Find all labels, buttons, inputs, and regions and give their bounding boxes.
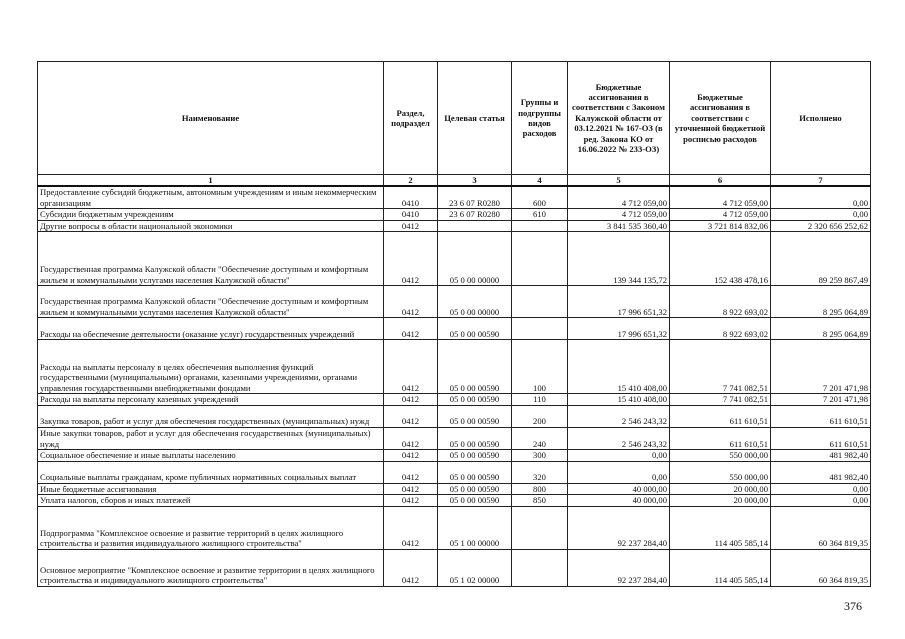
table-row	[38, 318, 871, 340]
row-name: Социальные выплаты гражданам, кроме публичных нормативных социальных выплат	[38, 461, 384, 483]
row-refined-budget: 152 438 478,16	[670, 232, 771, 286]
row-section: 0412	[384, 394, 438, 406]
row-name: Расходы на выплаты персоналу казенных учреждений	[38, 394, 384, 406]
row-group	[512, 549, 568, 586]
header-executed: Исполнено	[771, 62, 871, 175]
row-law-budget: 3 841 535 360,40	[568, 220, 670, 232]
row-executed: 7 201 471,98	[771, 340, 871, 394]
table-row	[38, 186, 871, 209]
table-row	[38, 405, 871, 427]
row-section: 0412	[384, 549, 438, 586]
row-group	[512, 318, 568, 340]
row-target: 05 0 00 00590	[438, 483, 512, 495]
row-section: 0412	[384, 318, 438, 340]
page-number: 376	[844, 599, 862, 613]
row-name: Государственная программа Калужской области "Обеспечение доступным и комфортным жильем и коммунальными услугами населения Калужской области"	[38, 286, 384, 318]
row-refined-budget: 20 000,00	[670, 495, 771, 507]
col-number: 1	[38, 175, 384, 187]
row-law-budget: 2 546 243,32	[568, 405, 670, 427]
row-section: 0412	[384, 232, 438, 286]
row-target: 05 0 00 00590	[438, 495, 512, 507]
row-name: Уплата налогов, сборов и иных платежей	[38, 495, 384, 507]
row-law-budget: 4 712 059,00	[568, 186, 670, 209]
row-target: 05 0 00 00000	[438, 232, 512, 286]
row-name: Предоставление субсидий бюджетным, автономным учреждениям и иным некоммерческим организациям	[38, 186, 384, 209]
row-section: 0412	[384, 286, 438, 318]
row-executed: 60 364 819,35	[771, 549, 871, 586]
row-executed: 0,00	[771, 483, 871, 495]
row-section: 0412	[384, 506, 438, 549]
row-law-budget: 4 712 059,00	[568, 209, 670, 221]
row-refined-budget: 114 405 585,14	[670, 506, 771, 549]
row-group	[512, 286, 568, 318]
row-target: 05 1 02 00000	[438, 549, 512, 586]
row-group	[512, 506, 568, 549]
table-row	[38, 495, 871, 507]
row-executed: 8 295 064,89	[771, 286, 871, 318]
row-section: 0412	[384, 405, 438, 427]
col-number: 3	[438, 175, 512, 187]
header-name: Наименование	[38, 62, 384, 175]
row-target: 05 1 00 00000	[438, 506, 512, 549]
table-row	[38, 220, 871, 232]
row-group: 800	[512, 483, 568, 495]
budget-table-sheet	[37, 61, 871, 587]
row-refined-budget: 7 741 082,51	[670, 394, 771, 406]
table-row	[38, 549, 871, 586]
row-refined-budget: 611 610,51	[670, 427, 771, 449]
row-executed: 0,00	[771, 495, 871, 507]
table-body	[38, 186, 871, 586]
row-law-budget: 15 410 408,00	[568, 394, 670, 406]
row-section: 0412	[384, 495, 438, 507]
row-section: 0412	[384, 450, 438, 462]
row-executed: 0,00	[771, 209, 871, 221]
row-group: 320	[512, 461, 568, 483]
row-name: Другие вопросы в области национальной экономики	[38, 220, 384, 232]
row-section: 0412	[384, 483, 438, 495]
row-refined-budget: 4 712 059,00	[670, 186, 771, 209]
row-name: Основное мероприятие "Комплексное освоение и развитие территории в целях жилищного строительства и индивидуального жилищного строительства"	[38, 549, 384, 586]
table-row	[38, 340, 871, 394]
row-law-budget: 0,00	[568, 450, 670, 462]
header-row	[38, 62, 871, 175]
row-executed: 481 982,40	[771, 461, 871, 483]
row-name: Социальное обеспечение и иные выплаты населению	[38, 450, 384, 462]
row-refined-budget: 550 000,00	[670, 450, 771, 462]
header-groups: Группы и подгруппы видов расходов	[512, 62, 568, 175]
row-law-budget: 40 000,00	[568, 483, 670, 495]
row-executed: 89 259 867,49	[771, 232, 871, 286]
row-group: 240	[512, 427, 568, 449]
row-executed: 611 610,51	[771, 427, 871, 449]
row-section: 0412	[384, 220, 438, 232]
row-executed: 7 201 471,98	[771, 394, 871, 406]
row-name: Иные бюджетные ассигнования	[38, 483, 384, 495]
row-executed: 2 320 656 252,62	[771, 220, 871, 232]
row-name: Расходы на обеспечение деятельности (оказание услуг) государственных учреждений	[38, 318, 384, 340]
row-section: 0410	[384, 186, 438, 209]
column-number-row	[38, 175, 871, 187]
row-law-budget: 40 000,00	[568, 495, 670, 507]
row-law-budget: 92 237 284,40	[568, 549, 670, 586]
row-target: 05 0 00 00590	[438, 318, 512, 340]
table-row	[38, 450, 871, 462]
row-section: 0410	[384, 209, 438, 221]
col-number: 7	[771, 175, 871, 187]
row-target: 05 0 00 00590	[438, 427, 512, 449]
row-law-budget: 17 996 651,32	[568, 286, 670, 318]
row-target: 05 0 00 00590	[438, 450, 512, 462]
row-target: 05 0 00 00590	[438, 340, 512, 394]
row-refined-budget: 611 610,51	[670, 405, 771, 427]
row-name: Субсидии бюджетным учреждениям	[38, 209, 384, 221]
row-group: 100	[512, 340, 568, 394]
header-target: Целевая статья	[438, 62, 512, 175]
row-section: 0412	[384, 340, 438, 394]
row-executed: 611 610,51	[771, 405, 871, 427]
row-refined-budget: 550 000,00	[670, 461, 771, 483]
row-name: Государственная программа Калужской области "Обеспечение доступным и комфортным жильем и коммунальными услугами населения Калужской области"	[38, 232, 384, 286]
col-number: 2	[384, 175, 438, 187]
header-section: Раздел, подраздел	[384, 62, 438, 175]
table-row	[38, 506, 871, 549]
row-executed: 0,00	[771, 186, 871, 209]
row-target: 05 0 00 00000	[438, 286, 512, 318]
table-row	[38, 286, 871, 318]
row-refined-budget: 3 721 814 832,06	[670, 220, 771, 232]
table-row	[38, 483, 871, 495]
row-name: Подпрограмма "Комплексное освоение и развитие территорий в целях жилищного строительства и развития индивидуального жилищного строительства"	[38, 506, 384, 549]
header-refined-budget: Бюджетные ассигнования в соответствии с уточненной бюджетной росписью расходов	[670, 62, 771, 175]
row-group	[512, 232, 568, 286]
col-number: 5	[568, 175, 670, 187]
row-executed: 60 364 819,35	[771, 506, 871, 549]
row-group: 600	[512, 186, 568, 209]
row-law-budget: 92 237 284,40	[568, 506, 670, 549]
col-number: 4	[512, 175, 568, 187]
row-group: 850	[512, 495, 568, 507]
row-refined-budget: 114 405 585,14	[670, 549, 771, 586]
table-row	[38, 209, 871, 221]
row-refined-budget: 8 922 693,02	[670, 286, 771, 318]
row-target: 05 0 00 00590	[438, 461, 512, 483]
row-target: 05 0 00 00590	[438, 405, 512, 427]
table-row	[38, 461, 871, 483]
col-number: 6	[670, 175, 771, 187]
row-law-budget: 15 410 408,00	[568, 340, 670, 394]
row-section: 0412	[384, 427, 438, 449]
row-name: Расходы на выплаты персоналу в целях обеспечения выполнения функций государственными (муниципальными) органами, казенными учреждениями, органами управления государственными внебюджетными фондами	[38, 340, 384, 394]
row-law-budget: 2 546 243,32	[568, 427, 670, 449]
row-refined-budget: 4 712 059,00	[670, 209, 771, 221]
row-group: 610	[512, 209, 568, 221]
row-target: 23 6 07 R0280	[438, 186, 512, 209]
table-row	[38, 232, 871, 286]
row-group	[512, 220, 568, 232]
row-refined-budget: 7 741 082,51	[670, 340, 771, 394]
row-refined-budget: 8 922 693,02	[670, 318, 771, 340]
row-refined-budget: 20 000,00	[670, 483, 771, 495]
row-target	[438, 220, 512, 232]
row-name: Иные закупки товаров, работ и услуг для обеспечения государственных (муниципальных) нужд	[38, 427, 384, 449]
row-target: 23 6 07 R0280	[438, 209, 512, 221]
row-law-budget: 17 996 651,32	[568, 318, 670, 340]
budget-table	[37, 61, 871, 587]
row-law-budget: 0,00	[568, 461, 670, 483]
row-group: 200	[512, 405, 568, 427]
row-executed: 481 982,40	[771, 450, 871, 462]
row-group: 110	[512, 394, 568, 406]
row-law-budget: 139 344 135,72	[568, 232, 670, 286]
row-executed: 8 295 064,89	[771, 318, 871, 340]
row-target: 05 0 00 00590	[438, 394, 512, 406]
header-law-budget: Бюджетные ассигнования в соответствии с Законом Калужской области от 03.12.2021 № 167-ОЗ (в ред. Закона КО от 16.06.2022 № 233-ОЗ)	[568, 62, 670, 175]
row-name: Закупка товаров, работ и услуг для обеспечения государственных (муниципальных) нужд	[38, 405, 384, 427]
table-row	[38, 394, 871, 406]
row-group: 300	[512, 450, 568, 462]
table-row	[38, 427, 871, 449]
row-section: 0412	[384, 461, 438, 483]
